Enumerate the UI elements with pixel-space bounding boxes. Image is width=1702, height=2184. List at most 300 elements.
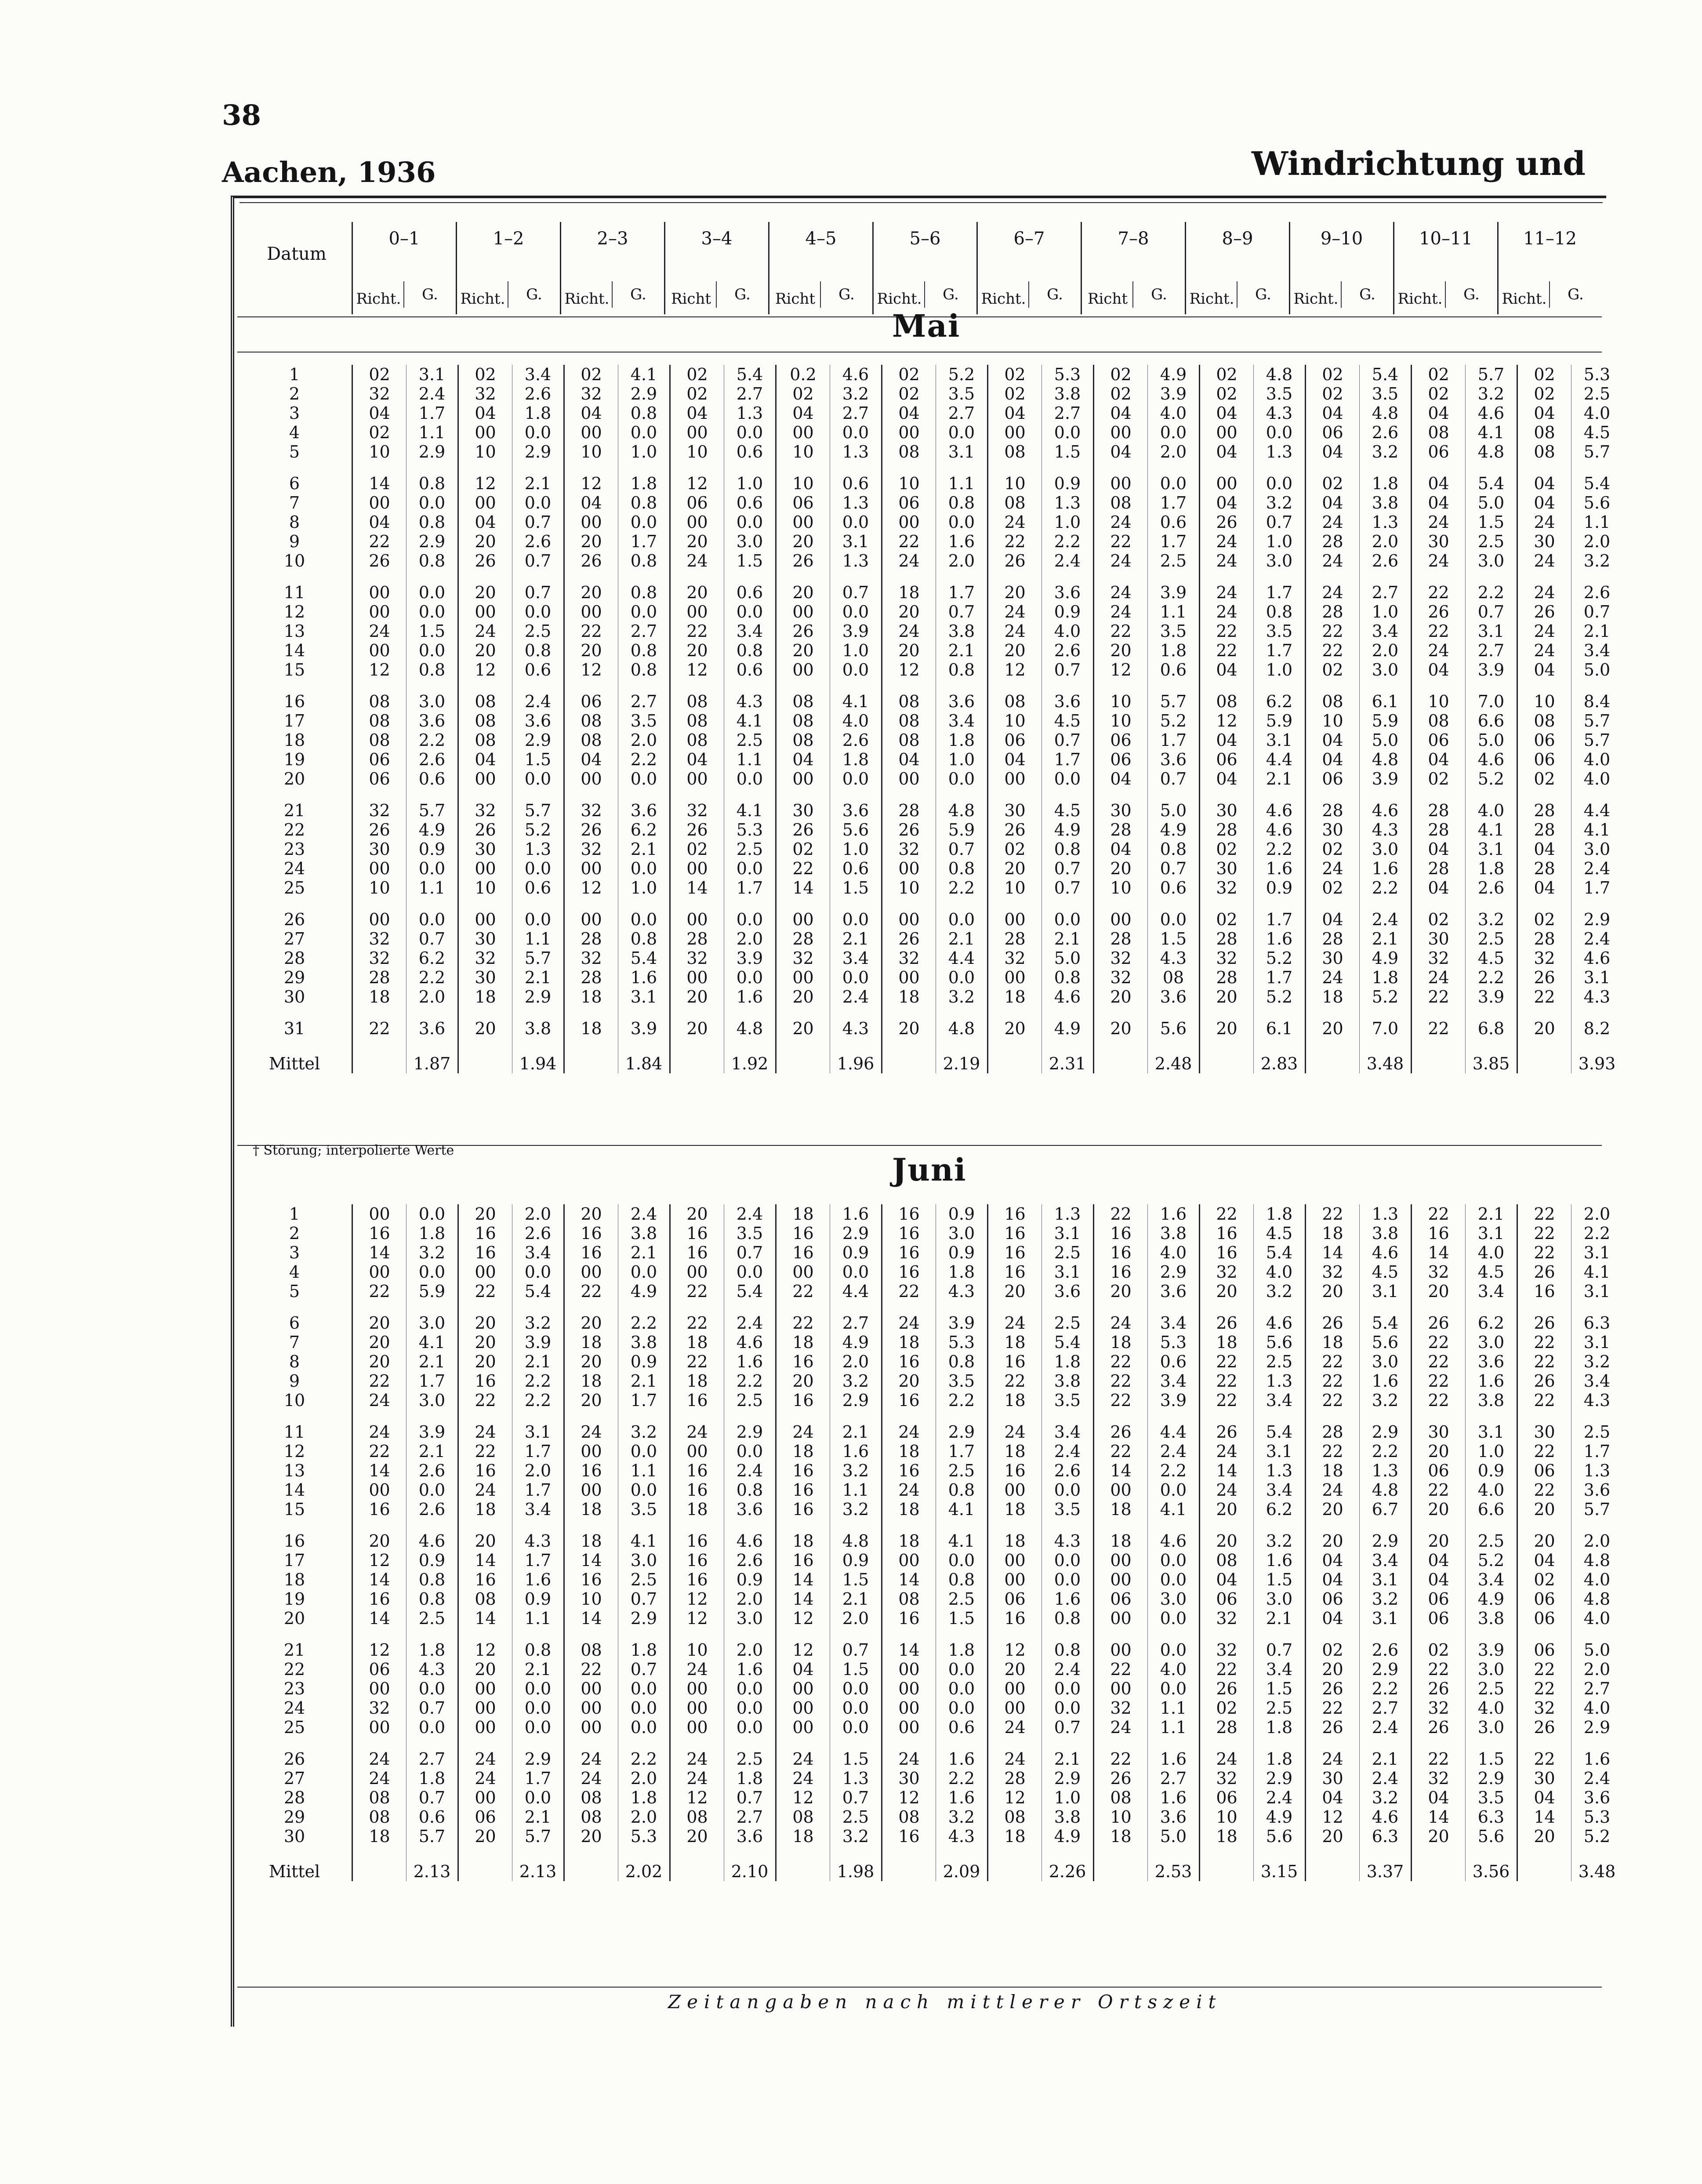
direction-cell: 00 (882, 898, 936, 929)
direction-cell: 04 (1306, 1570, 1360, 1589)
direction-cell: 10 (458, 442, 512, 462)
speed-cell: 2.9 (830, 1224, 882, 1243)
speed-cell: 3.4 (1254, 1660, 1306, 1679)
table-row (237, 532, 1622, 551)
direction-cell: 26 (458, 820, 512, 839)
direction-cell: 02 (1200, 365, 1254, 384)
direction-cell: 24 (352, 621, 406, 641)
empty-cell (458, 1846, 512, 1881)
table-row (237, 1660, 1622, 1679)
speed-cell: 4.6 (1360, 1243, 1412, 1262)
speed-cell: 0.9 (830, 1243, 882, 1262)
speed-cell: 3.0 (1360, 660, 1412, 680)
speed-cell: 0.9 (1254, 878, 1306, 898)
direction-cell: 16 (670, 1243, 724, 1262)
speed-cell: 2.0 (512, 1204, 564, 1224)
direction-cell: 14 (1094, 1461, 1148, 1480)
speed-cell: 3.0 (1360, 1352, 1412, 1371)
speed-cell: 0.0 (830, 423, 882, 442)
direction-cell: 04 (1200, 493, 1254, 512)
juni-table (237, 1204, 1622, 1881)
direction-cell: 28 (1094, 820, 1148, 839)
speed-cell: 4.0 (1571, 1698, 1623, 1718)
direction-cell: 22 (564, 621, 618, 641)
direction-cell: 28 (564, 968, 618, 987)
direction-cell: 04 (564, 750, 618, 769)
direction-cell: 06 (352, 1660, 406, 1679)
direction-cell: 20 (670, 532, 724, 551)
direction-cell: 04 (1200, 730, 1254, 750)
speed-cell: 5.2 (1254, 948, 1306, 968)
table-row (237, 968, 1622, 987)
direction-cell: 18 (1306, 1461, 1360, 1480)
direction-cell: 04 (1412, 660, 1466, 680)
direction-cell: 16 (352, 1500, 406, 1519)
direction-cell: 30 (458, 929, 512, 948)
direction-cell: 20 (564, 1391, 618, 1410)
speed-cell: 4.6 (1254, 1301, 1306, 1333)
direction-cell: 08 (352, 1807, 406, 1827)
direction-cell: 06 (1412, 730, 1466, 750)
speed-cell: 5.9 (406, 1282, 458, 1301)
direction-cell: 20 (670, 641, 724, 660)
speed-cell: 3.0 (406, 680, 458, 711)
direction-cell: 04 (776, 750, 830, 769)
direction-cell: 28 (1306, 602, 1360, 621)
direction-cell: 32 (670, 948, 724, 968)
direction-cell: 32 (776, 948, 830, 968)
speed-cell: 3.6 (830, 789, 882, 820)
speed-cell: 0.0 (830, 1698, 882, 1718)
speed-cell: 2.7 (830, 1301, 882, 1333)
speed-cell: 0.7 (1148, 859, 1200, 878)
direction-cell: 06 (1200, 1788, 1254, 1807)
direction-cell: 20 (988, 641, 1042, 660)
direction-cell: 00 (564, 512, 618, 532)
speed-cell: 3.0 (406, 1301, 458, 1333)
speed-cell: 2.0 (1148, 442, 1200, 462)
speed-cell: 5.6 (1571, 493, 1623, 512)
direction-cell: 24 (988, 602, 1042, 621)
direction-cell: 00 (564, 898, 618, 929)
speed-cell: 3.9 (1466, 1628, 1517, 1660)
speed-cell: 3.6 (1466, 1352, 1517, 1371)
speed-cell: 4.1 (406, 1333, 458, 1352)
direction-cell: 10 (1306, 711, 1360, 730)
speed-cell: 4.6 (1148, 1519, 1200, 1551)
direction-cell: 18 (1306, 987, 1360, 1007)
day-cell: 21 (283, 801, 305, 820)
speed-cell: 0.0 (1148, 1480, 1200, 1500)
speed-cell: 3.5 (1042, 1391, 1094, 1410)
direction-cell: 18 (1094, 1333, 1148, 1352)
direction-cell: 00 (352, 1679, 406, 1698)
direction-cell: 20 (1412, 1500, 1466, 1519)
day-cell: 3 (289, 403, 300, 423)
speed-cell: 2.5 (1571, 1410, 1623, 1442)
speed-cell: 0.0 (936, 769, 988, 789)
direction-cell: 22 (1517, 1737, 1571, 1769)
speed-cell: 1.1 (936, 462, 988, 493)
direction-cell: 06 (1094, 730, 1148, 750)
month-title-mai: Mai (892, 308, 961, 344)
direction-cell: 22 (1517, 1352, 1571, 1371)
speed-cell: 1.6 (830, 1442, 882, 1461)
speed-cell: 4.1 (1466, 820, 1517, 839)
speed-cell: 4.9 (1148, 820, 1200, 839)
direction-cell: 16 (776, 1352, 830, 1371)
direction-cell: 16 (670, 1570, 724, 1589)
direction-cell: 16 (882, 1224, 936, 1243)
direction-cell: 20 (1412, 1827, 1466, 1846)
direction-cell: 08 (776, 680, 830, 711)
speed-cell: 3.1 (1042, 1224, 1094, 1243)
speed-cell: 3.1 (1254, 730, 1306, 750)
direction-cell: 14 (564, 1609, 618, 1628)
direction-cell: 12 (564, 462, 618, 493)
speed-cell: 0.0 (512, 1788, 564, 1807)
direction-cell: 26 (882, 929, 936, 948)
speed-cell: 0.7 (512, 551, 564, 571)
speed-cell: 5.3 (618, 1827, 670, 1846)
direction-cell: 14 (1306, 1243, 1360, 1262)
speed-cell: 1.8 (936, 730, 988, 750)
page-number: 38 (222, 99, 261, 132)
direction-cell: 28 (1517, 859, 1571, 878)
direction-cell: 00 (670, 898, 724, 929)
direction-cell: 16 (670, 1461, 724, 1480)
speed-cell: 0.0 (1148, 1551, 1200, 1570)
speed-cell: 0.7 (1042, 859, 1094, 878)
empty-cell (1200, 1846, 1254, 1881)
speed-cell: 2.6 (724, 1551, 776, 1570)
speed-cell: 0.7 (936, 602, 988, 621)
speed-cell: 3.1 (936, 442, 988, 462)
speed-cell: 2.5 (1466, 929, 1517, 948)
direction-cell: 26 (1517, 1718, 1571, 1737)
direction-cell: 18 (776, 1333, 830, 1352)
direction-cell: 20 (988, 571, 1042, 602)
speed-cell: 2.0 (1360, 641, 1412, 660)
direction-cell: 12 (776, 1609, 830, 1628)
direction-cell: 20 (564, 1204, 618, 1224)
direction-cell: 24 (1094, 512, 1148, 532)
speed-cell: 2.9 (1148, 1262, 1200, 1282)
direction-cell: 26 (1306, 1679, 1360, 1698)
speed-cell: 2.6 (406, 750, 458, 769)
direction-cell: 32 (458, 948, 512, 968)
speed-cell: 4.8 (1466, 442, 1517, 462)
day-cell: 27 (283, 929, 305, 948)
direction-cell: 22 (352, 1282, 406, 1301)
speed-cell: 1.7 (406, 1371, 458, 1391)
direction-cell: 32 (458, 789, 512, 820)
direction-cell: 26 (1412, 602, 1466, 621)
empty-cell (776, 1846, 830, 1881)
mittel-value: 2.53 (1148, 1846, 1200, 1881)
direction-cell: 10 (1412, 680, 1466, 711)
hour-header (1497, 222, 1601, 314)
direction-cell: 32 (1306, 1262, 1360, 1282)
direction-cell: 22 (882, 1282, 936, 1301)
direction-cell: 24 (352, 1391, 406, 1410)
speed-cell: 5.2 (1466, 1551, 1517, 1570)
mittel-value: 2.19 (936, 1038, 988, 1073)
speed-cell: 2.9 (512, 442, 564, 462)
direction-cell: 08 (1094, 493, 1148, 512)
direction-cell: 12 (988, 1788, 1042, 1807)
direction-cell: 08 (1412, 711, 1466, 730)
day-cell: 9 (289, 532, 300, 551)
direction-cell: 20 (564, 532, 618, 551)
direction-cell: 26 (458, 551, 512, 571)
speed-cell: 1.3 (512, 839, 564, 859)
speed-cell: 0.0 (1042, 1551, 1094, 1570)
direction-cell: 26 (1517, 1262, 1571, 1282)
speed-cell: 3.0 (1148, 1589, 1200, 1609)
speed-cell: 3.4 (1254, 1480, 1306, 1500)
speed-cell: 4.1 (724, 711, 776, 730)
speed-cell: 0.0 (618, 1262, 670, 1282)
speed-cell: 4.6 (1571, 948, 1623, 968)
speed-cell: 0.7 (512, 571, 564, 602)
direction-cell: 18 (352, 1827, 406, 1846)
speed-cell: 4.3 (1571, 1391, 1623, 1410)
speed-cell: 0.0 (512, 1698, 564, 1718)
direction-cell: 04 (1412, 839, 1466, 859)
g-subheader: G. (403, 281, 456, 308)
speed-cell: 3.4 (1571, 1371, 1623, 1391)
speed-cell: 1.3 (1360, 1204, 1412, 1224)
direction-cell: 30 (1517, 1769, 1571, 1788)
direction-cell: 24 (1306, 859, 1360, 878)
direction-cell: 24 (1200, 1737, 1254, 1769)
direction-cell: 00 (670, 859, 724, 878)
speed-cell: 5.0 (1360, 730, 1412, 750)
speed-cell: 0.0 (618, 1718, 670, 1737)
speed-cell: 3.4 (512, 365, 564, 384)
speed-cell: 0.0 (830, 602, 882, 621)
speed-cell: 1.5 (830, 878, 882, 898)
direction-cell: 08 (1200, 680, 1254, 711)
empty-cell (1412, 1846, 1466, 1881)
hour-header (872, 222, 976, 314)
speed-cell: 2.9 (618, 1609, 670, 1628)
speed-cell: 3.4 (1148, 1301, 1200, 1333)
speed-cell: 8.2 (1571, 1007, 1623, 1038)
direction-cell: 00 (564, 602, 618, 621)
direction-cell: 28 (352, 968, 406, 987)
direction-cell: 22 (1517, 1442, 1571, 1461)
speed-cell: 2.6 (1360, 551, 1412, 571)
direction-cell: 24 (564, 1737, 618, 1769)
direction-cell: 32 (988, 948, 1042, 968)
speed-cell: 4.8 (1360, 403, 1412, 423)
mittel-value: 2.26 (1042, 1846, 1094, 1881)
speed-cell: 5.7 (406, 1827, 458, 1846)
speed-cell: 3.1 (1466, 621, 1517, 641)
speed-cell: 4.9 (1042, 1007, 1094, 1038)
direction-cell: 26 (1200, 512, 1254, 532)
speed-cell: 4.1 (936, 1519, 988, 1551)
direction-cell: 16 (882, 1827, 936, 1846)
day-cell: 26 (283, 1749, 305, 1769)
direction-cell: 12 (1094, 660, 1148, 680)
direction-cell: 22 (1094, 1442, 1148, 1461)
speed-cell: 0.8 (1042, 1609, 1094, 1628)
speed-cell: 2.9 (1360, 1410, 1412, 1442)
speed-cell: 2.5 (936, 1589, 988, 1609)
speed-cell: 3.1 (1254, 1442, 1306, 1461)
direction-cell: 32 (1412, 1769, 1466, 1788)
table-row (237, 1301, 1622, 1333)
mittel-value: 2.13 (512, 1846, 564, 1881)
speed-cell: 0.0 (724, 1679, 776, 1698)
direction-cell: 20 (564, 641, 618, 660)
direction-cell: 28 (1200, 929, 1254, 948)
direction-cell: 10 (352, 878, 406, 898)
direction-cell: 22 (1412, 1007, 1466, 1038)
speed-cell: 1.7 (1254, 898, 1306, 929)
direction-cell: 24 (1200, 602, 1254, 621)
direction-cell: 00 (458, 898, 512, 929)
direction-cell: 28 (1200, 820, 1254, 839)
speed-cell: 4.4 (936, 948, 988, 968)
day-cell: 14 (283, 1480, 305, 1500)
speed-cell: 2.5 (1254, 1698, 1306, 1718)
g-subheader: G. (820, 281, 872, 308)
direction-cell: 08 (670, 680, 724, 711)
direction-cell: 32 (1200, 878, 1254, 898)
speed-cell: 5.4 (512, 1282, 564, 1301)
empty-cell (882, 1846, 936, 1881)
direction-cell: 22 (1517, 1204, 1571, 1224)
speed-cell: 2.2 (512, 1391, 564, 1410)
day-cell: 13 (283, 621, 305, 641)
speed-cell: 5.9 (936, 820, 988, 839)
direction-cell: 24 (564, 1769, 618, 1788)
speed-cell: 2.4 (1571, 1769, 1623, 1788)
direction-cell: 00 (670, 423, 724, 442)
direction-cell: 24 (1094, 551, 1148, 571)
direction-cell: 22 (776, 1282, 830, 1301)
direction-cell: 04 (1517, 1788, 1571, 1807)
speed-cell: 0.0 (936, 423, 988, 442)
direction-cell: 32 (352, 948, 406, 968)
speed-cell: 1.5 (724, 551, 776, 571)
direction-cell: 08 (564, 1807, 618, 1827)
direction-cell: 16 (988, 1224, 1042, 1243)
speed-cell: 4.8 (1360, 750, 1412, 769)
direction-cell: 08 (352, 711, 406, 730)
speed-cell: 2.7 (724, 1807, 776, 1827)
table-row (237, 1204, 1622, 1224)
direction-cell: 00 (776, 1718, 830, 1737)
direction-cell: 26 (988, 551, 1042, 571)
direction-cell: 02 (1517, 365, 1571, 384)
speed-cell: 0.9 (1042, 462, 1094, 493)
speed-cell: 2.2 (618, 750, 670, 769)
direction-cell: 20 (1412, 1442, 1466, 1461)
direction-cell: 24 (988, 621, 1042, 641)
speed-cell: 3.1 (1360, 1609, 1412, 1628)
direction-cell: 00 (352, 1480, 406, 1500)
speed-cell: 4.0 (1466, 789, 1517, 820)
speed-cell: 0.7 (724, 1243, 776, 1262)
direction-cell: 00 (458, 1718, 512, 1737)
direction-cell: 28 (1306, 532, 1360, 551)
direction-cell: 0.2 (776, 365, 830, 384)
direction-cell: 02 (776, 839, 830, 859)
speed-cell: 3.1 (1571, 968, 1623, 987)
speed-cell: 1.5 (936, 1609, 988, 1628)
speed-cell: 2.6 (1042, 1461, 1094, 1480)
speed-cell: 1.7 (618, 1391, 670, 1410)
direction-cell: 30 (776, 789, 830, 820)
speed-cell: 3.9 (512, 1333, 564, 1352)
table-row (237, 1827, 1622, 1846)
speed-cell: 5.2 (1466, 769, 1517, 789)
speed-cell: 1.6 (1571, 1737, 1623, 1769)
day-cell: 30 (283, 987, 305, 1007)
empty-cell (776, 1038, 830, 1073)
speed-cell: 1.5 (830, 1570, 882, 1589)
speed-cell: 3.2 (1360, 1589, 1412, 1609)
day-cell: 26 (283, 910, 305, 929)
speed-cell: 2.9 (512, 730, 564, 750)
direction-cell: 20 (1517, 1007, 1571, 1038)
speed-cell: 0.0 (618, 769, 670, 789)
direction-cell: 00 (670, 1442, 724, 1461)
direction-cell: 20 (1200, 1500, 1254, 1519)
hour-header (976, 222, 1081, 314)
speed-cell: 3.5 (1148, 621, 1200, 641)
direction-cell: 06 (1517, 750, 1571, 769)
speed-cell: 2.7 (1042, 403, 1094, 423)
speed-cell: 1.6 (724, 1660, 776, 1679)
direction-cell: 16 (670, 1519, 724, 1551)
speed-cell: 0.0 (1042, 1480, 1094, 1500)
direction-cell: 06 (352, 750, 406, 769)
direction-cell: 00 (670, 1698, 724, 1718)
direction-cell: 32 (564, 789, 618, 820)
direction-cell: 24 (1200, 571, 1254, 602)
direction-cell: 22 (1200, 1204, 1254, 1224)
direction-cell: 22 (1412, 1352, 1466, 1371)
day-cell: 1 (289, 365, 300, 384)
day-cell: 8 (289, 512, 300, 532)
direction-cell: 24 (352, 1410, 406, 1442)
direction-cell: 06 (1094, 750, 1148, 769)
speed-cell: 1.8 (1360, 462, 1412, 493)
speed-cell: 0.0 (1042, 423, 1094, 442)
direction-cell: 20 (988, 1282, 1042, 1301)
speed-cell: 6.7 (1360, 1500, 1412, 1519)
speed-cell: 0.7 (830, 1628, 882, 1660)
table-row (237, 769, 1622, 789)
speed-cell: 3.0 (936, 1224, 988, 1243)
direction-cell: 30 (352, 839, 406, 859)
direction-cell: 02 (1306, 839, 1360, 859)
direction-cell: 16 (1200, 1243, 1254, 1262)
direction-cell: 00 (776, 423, 830, 442)
direction-cell: 20 (458, 1333, 512, 1352)
direction-cell: 24 (1306, 1737, 1360, 1769)
mittel-value: 1.94 (512, 1038, 564, 1073)
direction-cell: 08 (988, 493, 1042, 512)
speed-cell: 2.1 (1254, 769, 1306, 789)
direction-cell: 00 (988, 968, 1042, 987)
